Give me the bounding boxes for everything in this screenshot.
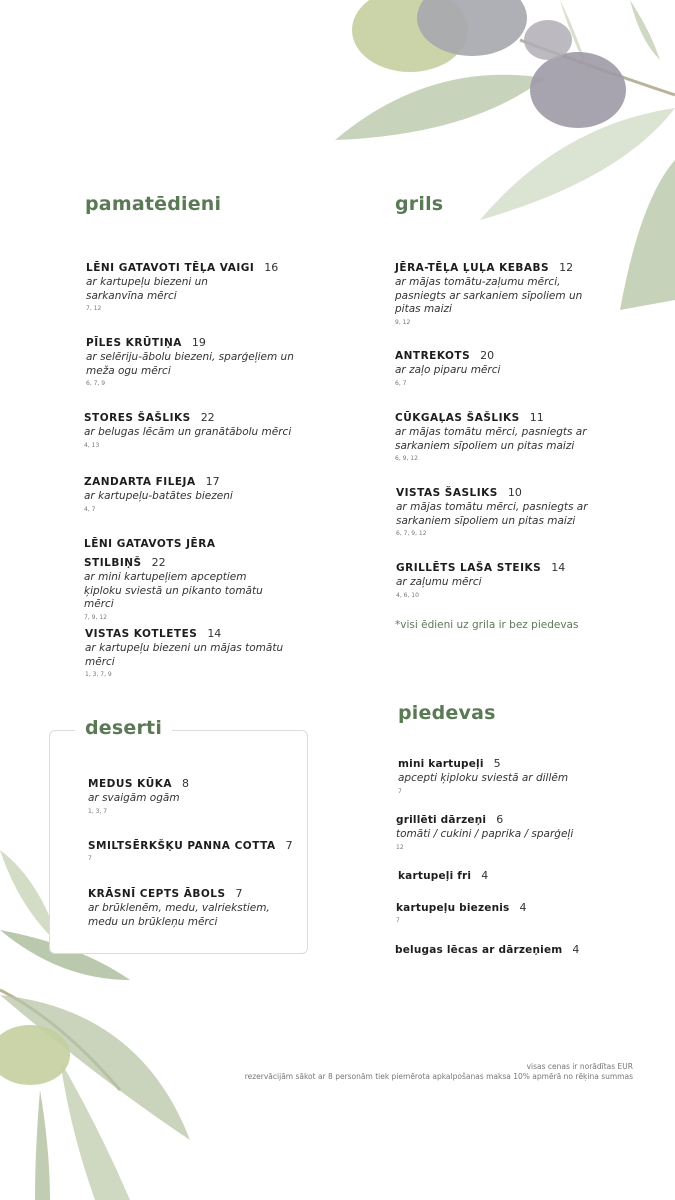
item-price: 19 — [191, 336, 206, 349]
item-price: 10 — [507, 486, 522, 499]
item-description: ar selēriju-ābolu biezeni, sparģeļiem un meža ogu mērci — [86, 351, 294, 377]
item-allergens: 4, 7 — [84, 505, 96, 513]
item-description: ar mājas tomātu mērci, pasniegts ar sarkaniem sīpoliem un pitas maizi — [396, 501, 588, 527]
menu-item — [398, 864, 633, 883]
item-price: 4 — [519, 901, 527, 914]
item-name: JĒRA-TĒĻA ĻUĻA KEBABS — [395, 262, 550, 274]
item-allergens: 7 — [396, 917, 400, 924]
item-price: 4 — [481, 869, 489, 882]
item-name: grillēti dārzeņi — [396, 814, 487, 826]
item-description: ar belugas lēcām un granātābolu mērci — [84, 426, 292, 438]
item-name: belugas lēcas ar dārzeņiem — [395, 944, 563, 956]
menu-item — [398, 752, 618, 795]
item-price: 16 — [264, 261, 279, 274]
item-name: ZANDARTA FILEJA — [84, 476, 196, 488]
section-title-grill: grils — [395, 193, 444, 215]
item-description: ar zaļumu mērci — [396, 576, 482, 588]
item-price: 6 — [496, 813, 504, 826]
item-description: apcepti ķiploku sviestā ar dillēm — [398, 772, 569, 784]
item-price: 7 — [285, 839, 293, 852]
menu-item — [88, 772, 288, 815]
menu-item — [395, 938, 635, 957]
item-name: mini kartupeļi — [398, 758, 484, 770]
item-allergens: 4, 6, 10 — [396, 591, 419, 599]
item-allergens: 6, 7, 9 — [86, 380, 106, 387]
item-price: 12 — [559, 261, 574, 274]
item-description: tomāti / cukini / paprika / sparģeļi — [396, 828, 574, 840]
menu-item — [86, 256, 321, 312]
item-allergens: 1, 3, 7, 9 — [85, 671, 112, 678]
item-price: 22 — [151, 556, 166, 569]
item-name: VISTAS ŠASLIKS — [396, 487, 498, 499]
item-description: ar svaigām ogām — [88, 792, 180, 804]
menu-item — [88, 882, 293, 929]
item-description: ar zaļo piparu mērci — [395, 364, 501, 376]
item-allergens: 1, 3, 7 — [88, 807, 108, 815]
item-description: ar kartupeļu biezeni un sarkanvīna mērci — [86, 276, 208, 302]
item-name: kartupeļi fri — [398, 870, 472, 882]
item-name: CŪKGAĻAS ŠAŠLIKS — [395, 412, 520, 424]
footer-note — [245, 1062, 633, 1082]
item-allergens: 7 — [398, 787, 402, 795]
menu-item — [396, 896, 631, 924]
item-name: LĒNI GATAVOTS JĒRA STILBIŅŠ — [84, 538, 216, 569]
item-name: PĪLES KRŪTIŅA — [86, 337, 182, 349]
item-price: 14 — [207, 627, 222, 640]
item-price: 22 — [200, 411, 215, 424]
item-price: 11 — [529, 411, 544, 424]
menu-item — [84, 470, 319, 513]
item-allergens: 4, 13 — [84, 441, 100, 449]
item-name: MEDUS KŪKA — [88, 778, 173, 790]
menu-item — [88, 834, 298, 862]
item-price: 8 — [182, 777, 190, 790]
item-name: KRĀSNĪ CEPTS ĀBOLS — [88, 888, 226, 900]
item-description: ar kartupeļu biezeni un mājas tomātu mērci — [85, 642, 284, 668]
menu-item — [395, 406, 610, 462]
item-allergens: 6, 7, 9, 12 — [396, 530, 427, 537]
item-description: ar mājas tomātu mērci, pasniegts ar sarkaniem sīpoliem un pitas maizi — [395, 426, 587, 452]
item-description: ar kartupeļu-batātes biezeni — [84, 490, 233, 502]
item-allergens: 7, 9, 12 — [84, 613, 107, 621]
footer-service-fee-note: rezervācijām sākot ar 8 personām tiek piemērota apkalpošanas maksa 10% apmērā no rēķina summas — [244, 1072, 633, 1081]
item-name: GRILLĒTS LAŠA STEIKS — [396, 562, 542, 574]
item-description: ar mini kartupeļiem apceptiem ķiploku sviestā un pikanto tomātu mērci — [84, 571, 263, 610]
menu-item — [84, 532, 299, 621]
item-price: 20 — [480, 349, 495, 362]
item-price: 14 — [551, 561, 566, 574]
menu-item — [395, 344, 610, 387]
menu-item — [85, 622, 310, 678]
section-title-main: pamatēdieni — [85, 193, 222, 215]
item-allergens: 12 — [396, 843, 404, 851]
menu-item — [396, 481, 611, 537]
item-description: ar brūklenēm, medu, valriekstiem, medu un brūkleņu mērci — [88, 902, 270, 928]
item-name: SMILTSĒRKŠĶU PANNA COTTA — [88, 840, 276, 852]
section-title-sides: piedevas — [398, 702, 496, 724]
menu-item — [396, 556, 611, 599]
item-allergens: 6, 9, 12 — [395, 455, 418, 462]
grill-note: *visi ēdieni uz grila ir bez piedevas — [395, 619, 579, 631]
item-price: 17 — [205, 475, 220, 488]
item-description: ar mājas tomātu-zaļumu mērci, pasniegts ar sarkaniem sīpoliem un pitas maizi — [395, 276, 583, 315]
menu-item — [84, 406, 319, 449]
menu-item — [396, 808, 621, 851]
item-name: kartupeļu biezenis — [396, 902, 510, 914]
item-allergens: 7, 12 — [86, 305, 102, 312]
item-price: 5 — [493, 757, 501, 770]
item-name: ANTREKOTS — [395, 350, 471, 362]
item-allergens: 6, 7 — [395, 379, 407, 387]
item-price: 7 — [235, 887, 243, 900]
item-allergens: 9, 12 — [395, 318, 411, 326]
section-title-desserts: deserti — [75, 717, 172, 739]
item-name: LĒNI GATAVOTI TĒĻA VAIGI — [86, 262, 255, 274]
footer-currency-note: visas cenas ir norādītas EUR — [526, 1062, 633, 1071]
item-price: 4 — [572, 943, 580, 956]
menu-item — [395, 256, 610, 326]
item-allergens: 7 — [88, 855, 92, 862]
item-name: STORES ŠAŠLIKS — [84, 412, 191, 424]
item-name: VISTAS KOTLETES — [85, 628, 198, 640]
menu-item — [86, 331, 321, 387]
